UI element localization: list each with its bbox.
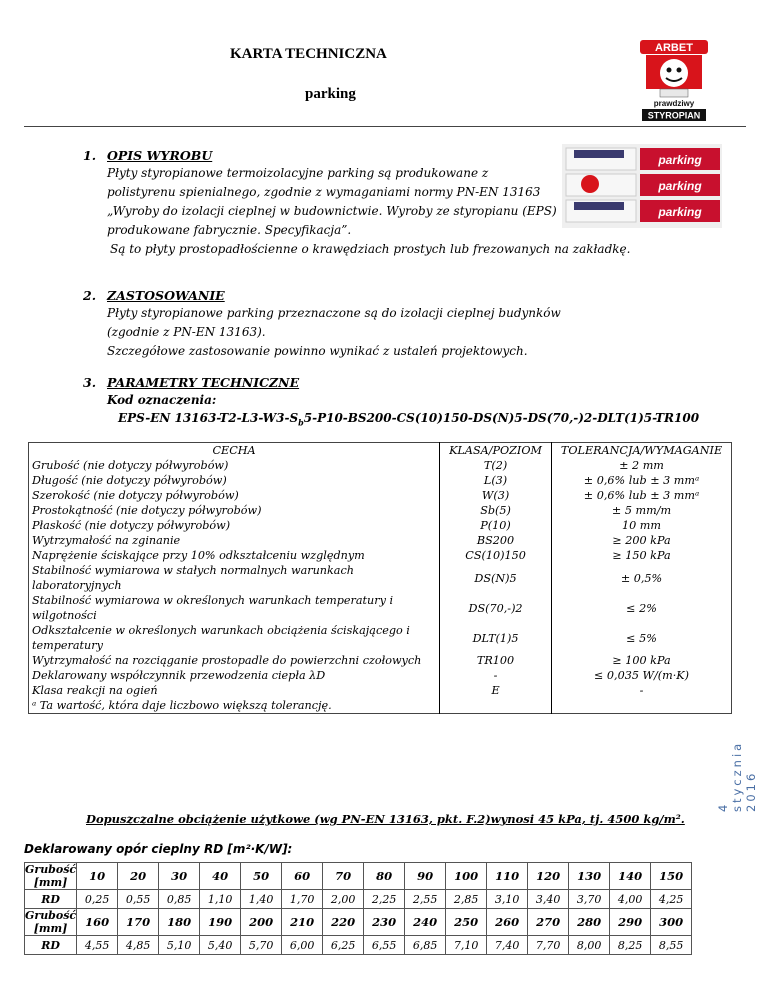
class-cell: TR100 [440, 653, 552, 668]
requirement-cell: ± 5 mm/m [611, 504, 672, 517]
designation-code-b: 5-P10-BS200-CS(10)150-DS(N)5-DS(70,-)2-DLT(1)5-TR100 [303, 411, 700, 425]
thermal-cell: 30 [159, 863, 200, 890]
class-cell: DLT(1)5 [440, 623, 552, 653]
thermal-cell: 6,55 [364, 936, 405, 955]
class-cell: P(10) [440, 518, 552, 533]
designation-code-sub: b [298, 417, 304, 428]
product-image [552, 138, 732, 230]
thermal-cell: 90 [405, 863, 446, 890]
thermal-cell: 60 [282, 863, 323, 890]
thermal-cell: 190 [200, 909, 241, 936]
thermal-cell: 230 [364, 909, 405, 936]
section-1-heading: OPIS WYROBU [107, 148, 213, 163]
section-3-heading: PARAMETRY TECHNICZNE [107, 375, 300, 390]
thermal-row [25, 890, 692, 909]
requirement-cell: ≥ 150 kPa [612, 549, 671, 562]
svg-text:STYROPIAN: STYROPIAN [647, 110, 701, 121]
thermal-cell: 8,25 [610, 936, 651, 955]
table-row [29, 473, 732, 488]
property-cell: Stabilność wymiarowa w stałych normalnych warunkach laboratoryjnych [32, 564, 354, 592]
class-cell: Sb(5) [440, 503, 552, 518]
section-2-line: Szczegółowe zastosowanie powinno wynikać z ustaleń projektowych. [107, 344, 528, 358]
table-row [29, 563, 732, 593]
property-cell: Długość (nie dotyczy półwyrobów) [32, 474, 227, 487]
thermal-cell: 2,25 [364, 890, 405, 909]
thermal-cell: 250 [446, 909, 487, 936]
table-footnote: ᵃ Ta wartość, która daje liczbowo większą tolerancję. [32, 699, 332, 712]
table-footnote-row [29, 698, 732, 714]
thermal-cell: 270 [528, 909, 569, 936]
table-row [29, 533, 732, 548]
thermal-cell: 5,40 [200, 936, 241, 955]
table-header-row [29, 443, 732, 459]
table-row [29, 518, 732, 533]
class-cell: CS(10)150 [440, 548, 552, 563]
thermal-cell: 150 [651, 863, 692, 890]
thermal-cell: 8,00 [569, 936, 610, 955]
requirement-cell: ≤ 5% [626, 631, 657, 645]
thermal-cell: 0,25 [77, 890, 118, 909]
thermal-row-label: RD [25, 890, 77, 909]
requirement-cell: ± 2 mm [619, 459, 664, 472]
thermal-row [25, 863, 692, 890]
header-cell: KLASA/POZIOM [440, 443, 552, 459]
property-cell: Grubość (nie dotyczy półwyrobów) [32, 459, 229, 472]
section-3-number: 3. [83, 375, 97, 390]
page-subtitle: parking [305, 86, 356, 102]
property-cell: Wytrzymałość na rozciąganie prostopadle do powierzchni czołowych [32, 654, 422, 667]
requirement-cell: ± 0,5% [620, 571, 663, 585]
page-title: KARTA TECHNICZNA [230, 46, 387, 62]
class-cell: L(3) [440, 473, 552, 488]
class-cell: W(3) [440, 488, 552, 503]
thermal-row-label: Grubość [mm] [25, 863, 77, 889]
thermal-cell: 280 [569, 909, 610, 936]
section-1-line: Są to płyty prostopadłościenne o krawędziach prostych lub frezowanych na zakładkę. [110, 242, 631, 256]
table-row [29, 683, 732, 698]
thermal-cell: 2,55 [405, 890, 446, 909]
designation-code-a: EPS-EN 13163-T2-L3-W3-S [118, 411, 299, 425]
thermal-cell: 3,40 [528, 890, 569, 909]
thermal-cell: 1,10 [200, 890, 241, 909]
product-label: parking [658, 205, 702, 219]
thermal-cell: 130 [569, 863, 610, 890]
thermal-cell: 2,00 [323, 890, 364, 909]
section-1-line: „Wyroby do izolacji cieplnej w budownictwie. Wyroby ze styropianu (EPS) [107, 204, 557, 218]
thermal-cell: 220 [323, 909, 364, 936]
thermal-cell: 160 [77, 909, 118, 936]
side-date: 4 stycznia 2016 [716, 740, 758, 812]
svg-text:prawdziwy: prawdziwy [653, 99, 695, 108]
section-1-line: produkowane fabrycznie. Specyfikacja”. [107, 223, 352, 237]
thermal-cell: 4,55 [77, 936, 118, 955]
thermal-cell: 300 [651, 909, 692, 936]
property-cell: Płaskość (nie dotyczy półwyrobów) [32, 519, 231, 532]
section-2-line: (zgodnie z PN-EN 13163). [107, 325, 266, 339]
thermal-cell: 100 [446, 863, 487, 890]
thermal-row-label: RD [25, 936, 77, 955]
thermal-row-label: Grubość [mm] [25, 909, 77, 935]
thermal-cell: 6,00 [282, 936, 323, 955]
class-cell: T(2) [440, 458, 552, 473]
requirement-cell: ± 0,6% lub ± 3 mmᵃ [583, 474, 700, 487]
section-2-number: 2. [83, 288, 97, 303]
class-cell: DS(70,-)2 [440, 593, 552, 623]
property-cell: Klasa reakcji na ogień [32, 684, 158, 697]
thermal-cell: 1,40 [241, 890, 282, 909]
property-cell: Wytrzymałość na zginanie [32, 534, 181, 547]
section-1-line: polistyrenu spienialnego, zgodnie z wymaganiami normy PN-EN 13163 [107, 185, 541, 199]
thermal-cell: 1,70 [282, 890, 323, 909]
thermal-cell: 5,70 [241, 936, 282, 955]
table-row [29, 488, 732, 503]
table-row [29, 503, 732, 518]
requirement-cell: 10 mm [622, 519, 662, 532]
thermal-cell: 290 [610, 909, 651, 936]
thermal-cell: 110 [487, 863, 528, 890]
thermal-cell: 40 [200, 863, 241, 890]
table-row [29, 593, 732, 623]
thermal-resistance-table [24, 862, 692, 955]
thermal-cell: 20 [118, 863, 159, 890]
thermal-cell: 3,10 [487, 890, 528, 909]
thermal-cell: 50 [241, 863, 282, 890]
property-cell: Prostokątność (nie dotyczy półwyrobów) [32, 504, 262, 517]
load-note: Dopuszczalne obciążenie użytkowe (wg PN-EN 13163, pkt. F.2)wynosi 45 kPa, tj. 4500 kg/m². [86, 812, 685, 826]
code-label: Kod oznaczenia: [107, 393, 217, 407]
thermal-cell: 120 [528, 863, 569, 890]
header-divider [24, 126, 746, 127]
product-label: parking [658, 153, 702, 167]
requirement-cell: ≤ 0,035 W/(m·K) [593, 669, 690, 682]
thermal-cell: 210 [282, 909, 323, 936]
thermal-cell: 240 [405, 909, 446, 936]
thermal-cell: 0,55 [118, 890, 159, 909]
header-cell: TOLERANCJA/WYMAGANIE [560, 444, 723, 457]
thermal-cell: 0,85 [159, 890, 200, 909]
thermal-cell: 170 [118, 909, 159, 936]
section-2-line: Płyty styropianowe parking przeznaczone są do izolacji cieplnej budynków [107, 306, 561, 320]
thermal-cell: 70 [323, 863, 364, 890]
requirement-cell: ≥ 100 kPa [612, 654, 671, 667]
thermal-cell: 4,00 [610, 890, 651, 909]
property-cell: Szerokość (nie dotyczy półwyrobów) [32, 489, 239, 502]
thermal-cell: 6,25 [323, 936, 364, 955]
class-cell: DS(N)5 [440, 563, 552, 593]
product-label: parking [658, 179, 702, 193]
thermal-row [25, 909, 692, 936]
requirement-cell: - [639, 684, 644, 697]
class-cell: - [440, 668, 552, 683]
thermal-cell: 7,40 [487, 936, 528, 955]
thermal-cell: 200 [241, 909, 282, 936]
designation-code [118, 411, 699, 427]
property-cell: Deklarowany współczynnik przewodzenia ciepła λD [32, 669, 326, 682]
thermal-cell: 4,25 [651, 890, 692, 909]
thermal-cell: 6,85 [405, 936, 446, 955]
table-row [29, 668, 732, 683]
class-cell: BS200 [440, 533, 552, 548]
table-row [29, 653, 732, 668]
technical-parameters-table [28, 442, 732, 714]
requirement-cell: ± 0,6% lub ± 3 mmᵃ [583, 489, 700, 502]
thermal-cell: 260 [487, 909, 528, 936]
thermal-cell: 7,10 [446, 936, 487, 955]
table-row [29, 623, 732, 653]
header-cell: CECHA [212, 444, 256, 457]
thermal-cell: 2,85 [446, 890, 487, 909]
thermal-cell: 3,70 [569, 890, 610, 909]
section-1-number: 1. [83, 148, 97, 163]
thermal-cell: 140 [610, 863, 651, 890]
property-cell: Odkształcenie w określonych warunkach obciążenia ściskającego i temperatury [32, 624, 410, 652]
table-row [29, 458, 732, 473]
class-cell: E [440, 683, 552, 698]
thermal-row [25, 936, 692, 955]
property-cell: Naprężenie ściskające przy 10% odkształceniu względnym [32, 549, 365, 562]
requirement-cell: ≤ 2% [626, 601, 657, 615]
thermal-cell: 5,10 [159, 936, 200, 955]
thermal-cell: 8,55 [651, 936, 692, 955]
property-cell: Stabilność wymiarowa w określonych warunkach temperatury i wilgotności [32, 594, 394, 622]
thermal-title: Deklarowany opór cieplny RD [m²·K/W]: [24, 842, 293, 856]
thermal-cell: 7,70 [528, 936, 569, 955]
arbet-logo [638, 40, 710, 122]
thermal-cell: 180 [159, 909, 200, 936]
requirement-cell: ≥ 200 kPa [612, 534, 671, 547]
section-2-heading: ZASTOSOWANIE [107, 288, 225, 303]
thermal-cell: 4,85 [118, 936, 159, 955]
section-2-body [107, 304, 561, 361]
svg-text:ARBET: ARBET [655, 42, 693, 54]
thermal-cell: 80 [364, 863, 405, 890]
section-1-line: Płyty styropianowe termoizolacyjne parking są produkowane z [107, 166, 489, 180]
table-row [29, 548, 732, 563]
thermal-cell: 10 [77, 863, 118, 890]
